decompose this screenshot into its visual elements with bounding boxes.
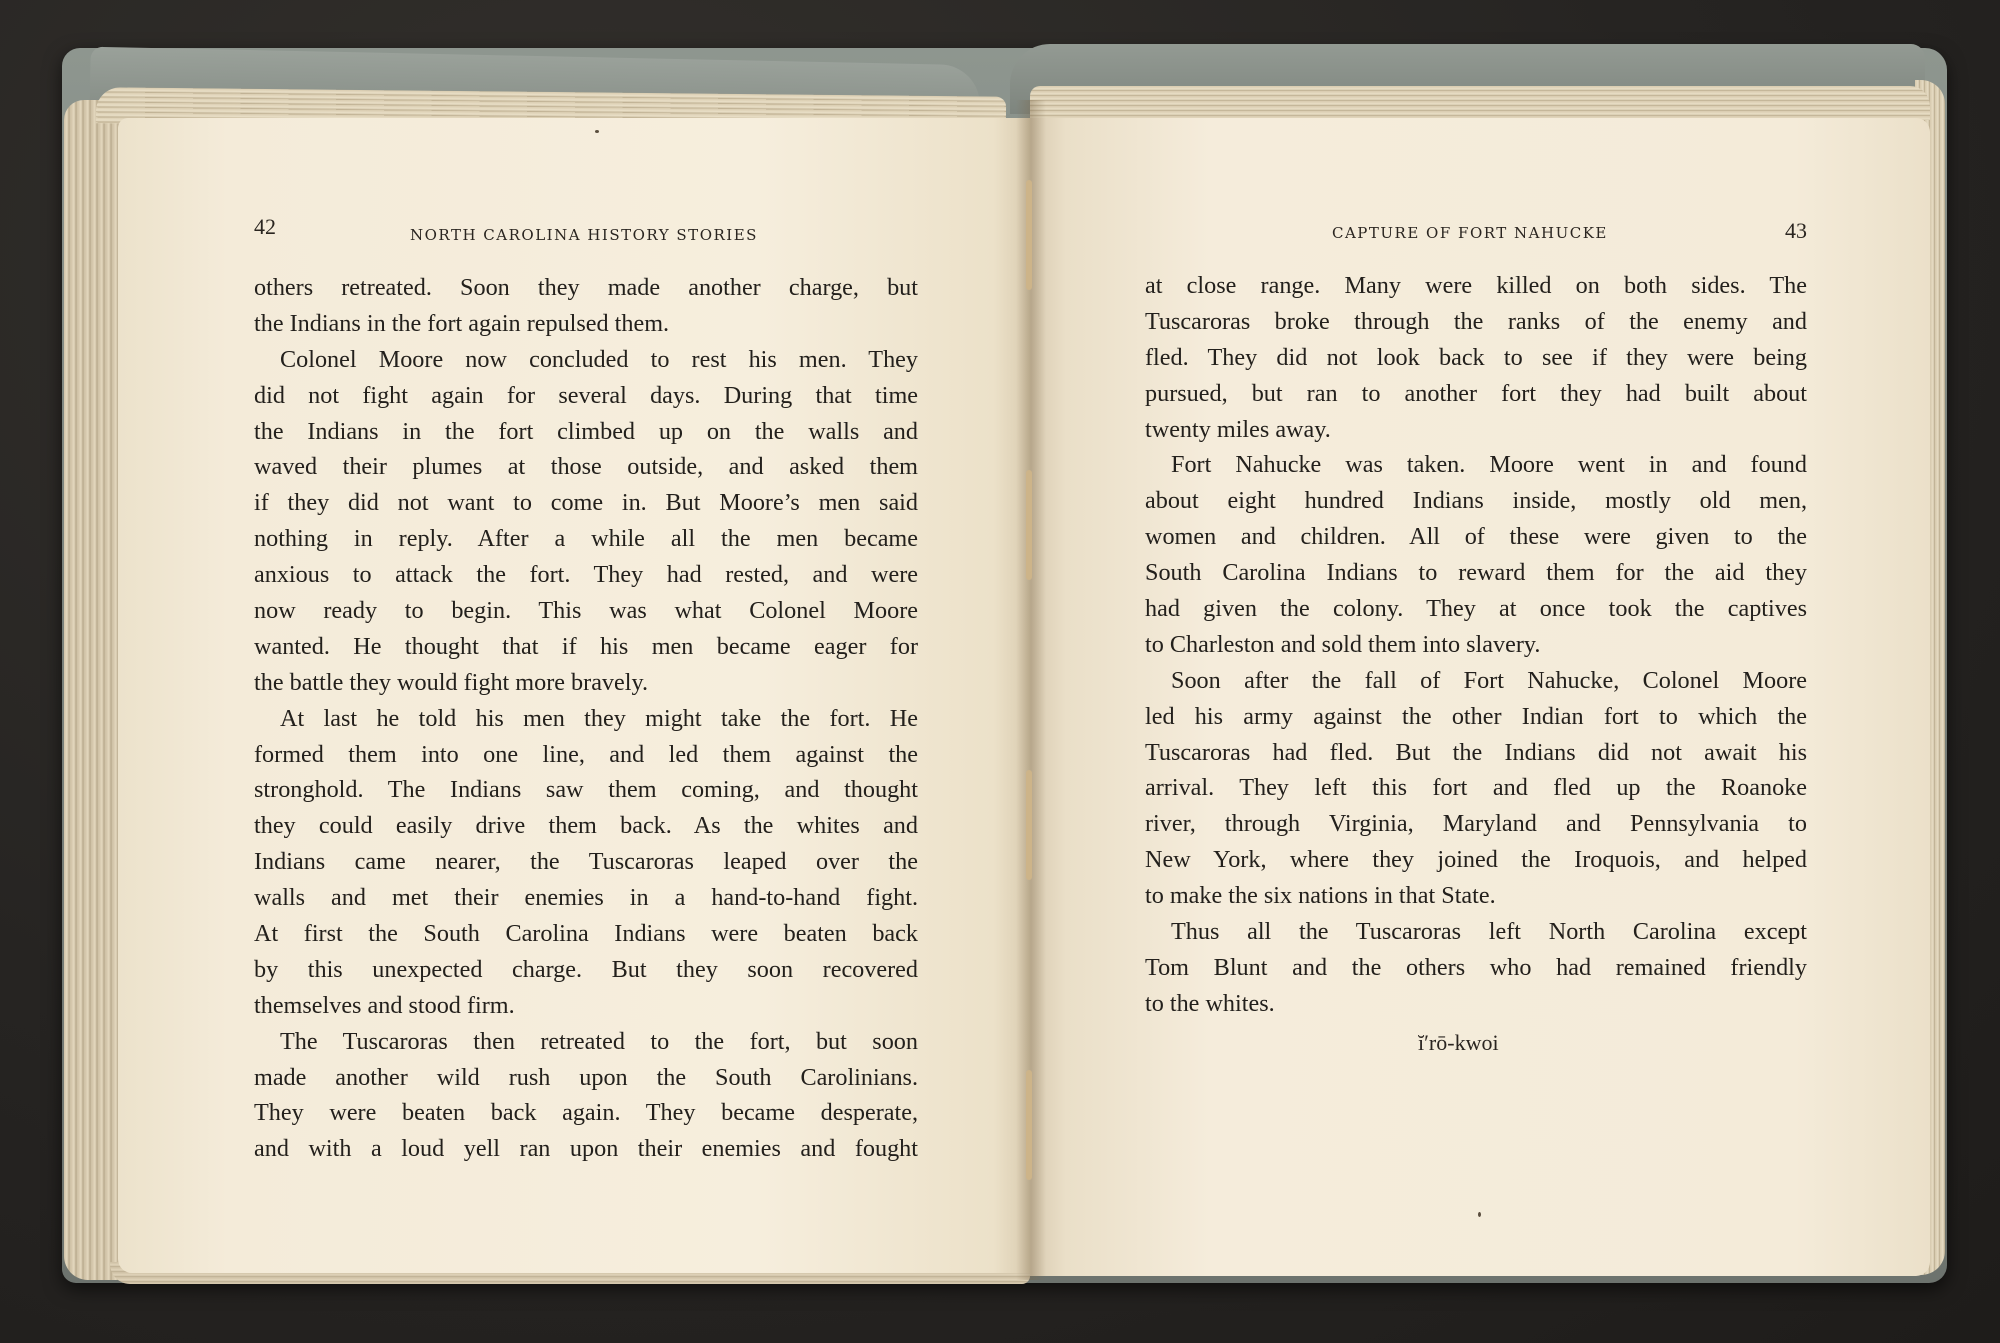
text-line: to the whites. (1145, 989, 1275, 1017)
left-page-number: 42 (254, 214, 276, 239)
text-line: the Indians in the fort climbed up on the walls and (254, 417, 918, 445)
text-line: They were beaten back again. They became desperate, (254, 1099, 918, 1127)
text-line: The Tuscaroras then retreated to the fort, but soon (280, 1027, 918, 1055)
text-line: anxious to attack the fort. They had rested, and were (254, 561, 918, 589)
right-page-body (1145, 268, 1807, 1022)
text-line: At last he told his men they might take the fort. He (280, 704, 918, 732)
page-edges-top-right (1030, 86, 1930, 120)
text-line: the Indians in the fort again repulsed them. (254, 309, 670, 337)
text-line: Indians came nearer, the Tuscaroras leaped over the (254, 848, 918, 876)
paper-speck (1478, 1212, 1481, 1217)
text-line: river, through Virginia, Maryland and Pennsylvania to (1145, 810, 1807, 838)
text-line: did not fight again for several days. During that time (254, 381, 918, 409)
text-line: they could easily drive them back. As the whites and (254, 812, 918, 840)
right-page-number: 43 (1785, 218, 1807, 243)
pronunciation-footnote: ĭ′rō-kwoi (1418, 1030, 1499, 1055)
text-line: made another wild rush upon the South Carolinians. (254, 1063, 918, 1091)
binding-stitch (1026, 770, 1032, 880)
text-line: at close range. Many were killed on both sides. The (1145, 272, 1807, 299)
text-line: Tuscaroras broke through the ranks of the enemy and (1145, 307, 1807, 335)
text-line: themselves and stood firm. (254, 991, 515, 1019)
text-line: Soon after the fall of Fort Nahucke, Colonel Moore (1171, 666, 1807, 694)
left-running-head: NORTH CAROLINA HISTORY STORIES (410, 226, 758, 244)
text-line: pursued, but ran to another fort they had built about (1145, 379, 1807, 407)
text-line: At first the South Carolina Indians were beaten back (254, 920, 918, 948)
text-line: about eight hundred Indians inside, mostly old men, (1145, 487, 1807, 515)
left-page-body (254, 270, 918, 1167)
text-line: others retreated. Soon they made another charge, but (254, 274, 918, 301)
text-line: stronghold. The Indians saw them coming, and thought (254, 776, 918, 804)
paper-speck (595, 130, 599, 133)
text-line: to Charleston and sold them into slavery. (1145, 630, 1541, 658)
binding-stitch (1026, 1070, 1032, 1180)
text-line: and with a loud yell ran upon their enemies and fought (254, 1135, 918, 1163)
text-line: wanted. He thought that if his men became eager for (254, 632, 918, 660)
text-line: fled. They did not look back to see if they were being (1145, 343, 1807, 371)
text-line: if they did not want to come in. But Moore’s men said (254, 489, 918, 517)
text-line: walls and met their enemies in a hand-to-hand fight. (254, 884, 918, 912)
text-line: by this unexpected charge. But they soon recovered (254, 955, 918, 983)
text-line: twenty miles away. (1145, 415, 1331, 443)
text-line: formed them into one line, and led them against the (254, 740, 918, 768)
text-line: women and children. All of these were given to the (1145, 523, 1807, 551)
binding-stitch (1026, 470, 1032, 580)
text-line: had given the colony. They at once took the captives (1145, 595, 1807, 623)
text-line: Fort Nahucke was taken. Moore went in and found (1171, 451, 1807, 479)
text-line: the battle they would fight more bravely. (254, 668, 649, 696)
text-line: led his army against the other Indian fort to which the (1145, 702, 1807, 730)
text-line: Thus all the Tuscaroras left North Carolina except (1171, 918, 1807, 946)
binding-stitch (1026, 180, 1032, 290)
text-line: nothing in reply. After a while all the men became (254, 525, 918, 553)
right-running-head: CAPTURE OF FORT NAHUCKE (1332, 224, 1608, 242)
text-line: New York, where they joined the Iroquois, and helped (1145, 846, 1807, 874)
text-line: Colonel Moore now concluded to rest his men. They (280, 345, 918, 373)
text-line: Tuscaroras had fled. But the Indians did not await his (1145, 738, 1807, 766)
text-line: South Carolina Indians to reward them for the aid they (1145, 559, 1807, 587)
text-line: Tom Blunt and the others who had remained friendly (1145, 953, 1807, 981)
text-line: arrival. They left this fort and fled up the Roanoke (1145, 774, 1807, 802)
text-line: to make the six nations in that State. (1145, 882, 1496, 910)
text-line: now ready to begin. This was what Colonel Moore (254, 597, 918, 625)
page-edges-left (64, 100, 124, 1280)
text-line: waved their plumes at those outside, and asked them (254, 453, 918, 481)
